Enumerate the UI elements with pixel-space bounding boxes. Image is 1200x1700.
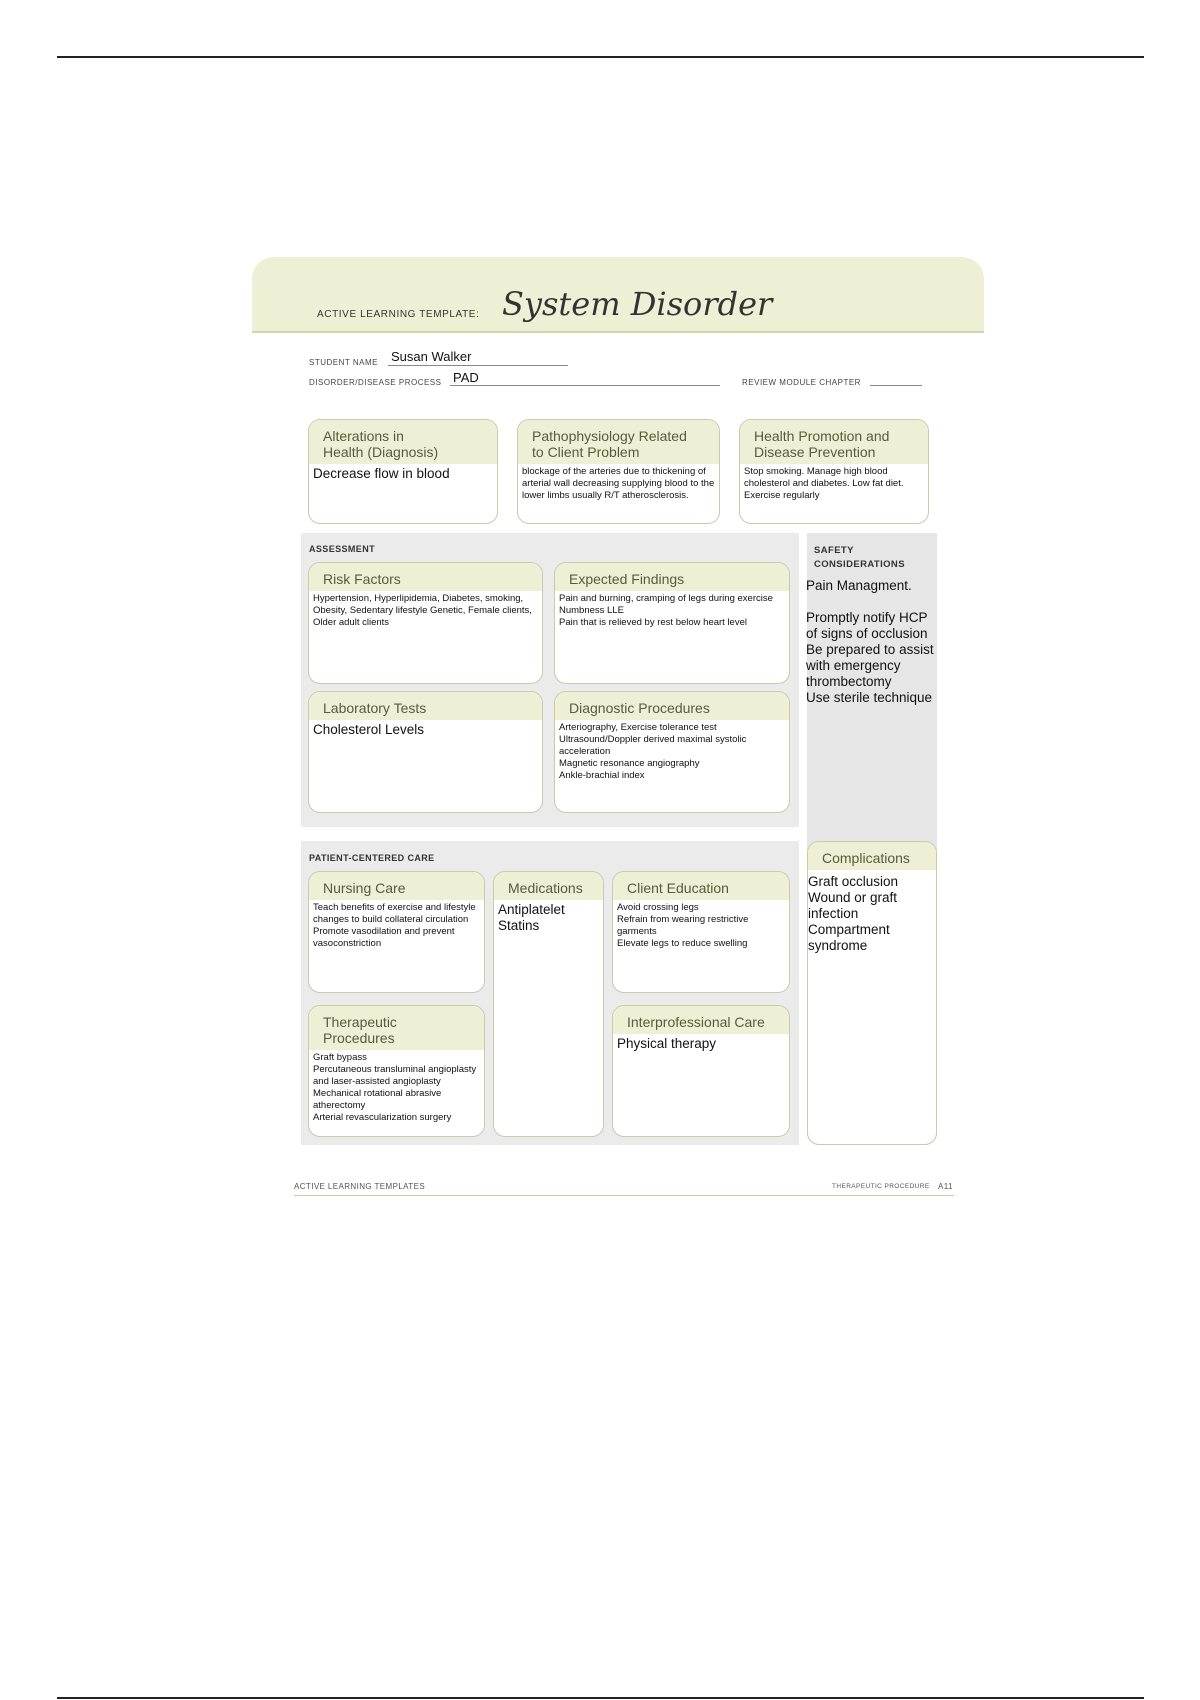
risk-factors-title: Risk Factors	[309, 563, 542, 591]
laboratory-tests-title: Laboratory Tests	[309, 692, 542, 720]
alterations-body: Decrease flow in blood	[313, 466, 450, 481]
expected-findings-title: Expected Findings	[555, 563, 789, 591]
nursing-care-body: Teach benefits of exercise and lifestyle changes to build collateral circulation Promote vasodilation and prevent vasoconstriction	[313, 902, 476, 949]
laboratory-tests-body: Cholesterol Levels	[313, 722, 425, 737]
complications-body: Graft occlusion Wound or graft infection Compartment syndrome	[808, 874, 899, 953]
interprofessional-care-title: Interprofessional Care	[613, 1006, 789, 1034]
review-module-label: REVIEW MODULE CHAPTER	[742, 378, 861, 387]
student-name-value: Susan Walker	[391, 349, 472, 364]
expected-findings-box	[554, 562, 790, 684]
footer-page-number: A11	[938, 1182, 953, 1191]
diagnostic-procedures-body: Arteriography, Exercise tolerance test Ultrasound/Doppler derived maximal systolic acceleration Magnetic resonance angiography Ankle-brachial index	[559, 722, 747, 781]
alterations-box	[308, 419, 498, 524]
medications-body: Antiplatelet Statins	[498, 902, 565, 933]
student-name-label: STUDENT NAME	[309, 358, 378, 367]
bottom-rule	[57, 1697, 1144, 1699]
diagnostic-procedures-box	[554, 691, 790, 813]
laboratory-tests-box	[308, 691, 543, 813]
patient-care-label: PATIENT-CENTERED CARE	[309, 853, 435, 863]
client-education-box	[612, 871, 790, 993]
disorder-label: DISORDER/DISEASE PROCESS	[309, 378, 442, 387]
disorder-value: PAD	[453, 370, 479, 385]
alterations-title: Alterations in Health (Diagnosis)	[309, 420, 497, 464]
review-module-underline	[870, 385, 922, 386]
interprofessional-care-box	[612, 1005, 790, 1137]
client-education-body: Avoid crossing legs Refrain from wearing restrictive garments Elevate legs to reduce swelling	[617, 902, 749, 949]
pathophysiology-box	[517, 419, 720, 524]
health-promotion-body: Stop smoking. Manage high blood cholesterol and diabetes. Low fat diet. Exercise regularly	[744, 466, 904, 501]
pathophysiology-title: Pathophysiology Related to Client Problem	[518, 420, 719, 464]
interprofessional-care-body: Physical therapy	[617, 1036, 717, 1051]
safety-body: Pain Managment. Promptly notify HCP of signs of occlusion Be prepared to assist with emergency thrombectomy Use sterile technique	[806, 578, 934, 705]
risk-factors-box	[308, 562, 543, 684]
template-label: ACTIVE LEARNING TEMPLATE:	[317, 309, 480, 320]
diagnostic-procedures-title: Diagnostic Procedures	[555, 692, 789, 720]
client-education-title: Client Education	[613, 872, 789, 900]
medications-title: Medications	[494, 872, 603, 900]
top-rule	[57, 56, 1144, 58]
system-disorder-template	[252, 257, 984, 1197]
complications-box	[807, 841, 937, 1145]
footer-right: THERAPEUTIC PROCEDURE	[832, 1183, 930, 1190]
nursing-care-box	[308, 871, 485, 993]
therapeutic-procedures-box	[308, 1005, 485, 1137]
medications-box	[493, 871, 604, 1137]
pathophysiology-body: blockage of the arteries due to thickening of arterial wall decreasing supplying blood to the lower limbs usually R/T atherosclerosis.	[522, 466, 715, 501]
footer-rule	[294, 1195, 954, 1196]
assessment-label: ASSESSMENT	[309, 544, 376, 554]
disorder-underline	[450, 385, 720, 386]
template-title: System Disorder	[502, 285, 773, 323]
footer-left: ACTIVE LEARNING TEMPLATES	[294, 1182, 426, 1191]
student-name-underline	[388, 365, 568, 366]
therapeutic-procedures-title: Therapeutic Procedures	[309, 1006, 484, 1050]
risk-factors-body: Hypertension, Hyperlipidemia, Diabetes, smoking, Obesity, Sedentary lifestyle Genetic, Female clients, Older adult clients	[313, 593, 532, 628]
expected-findings-body: Pain and burning, cramping of legs during exercise Numbness LLE Pain that is relieved by rest below heart level	[559, 593, 773, 628]
health-promotion-title: Health Promotion and Disease Prevention	[740, 420, 928, 464]
template-header	[252, 257, 984, 333]
complications-title: Complications	[808, 842, 936, 870]
safety-title: SAFETY CONSIDERATIONS	[814, 545, 905, 570]
therapeutic-procedures-body: Graft bypass Percutaneous transluminal angioplasty and laser-assisted angioplasty Mechanical rotational abrasive atherectomy Arterial revascularization surgery	[313, 1052, 477, 1123]
health-promotion-box	[739, 419, 929, 524]
nursing-care-title: Nursing Care	[309, 872, 484, 900]
